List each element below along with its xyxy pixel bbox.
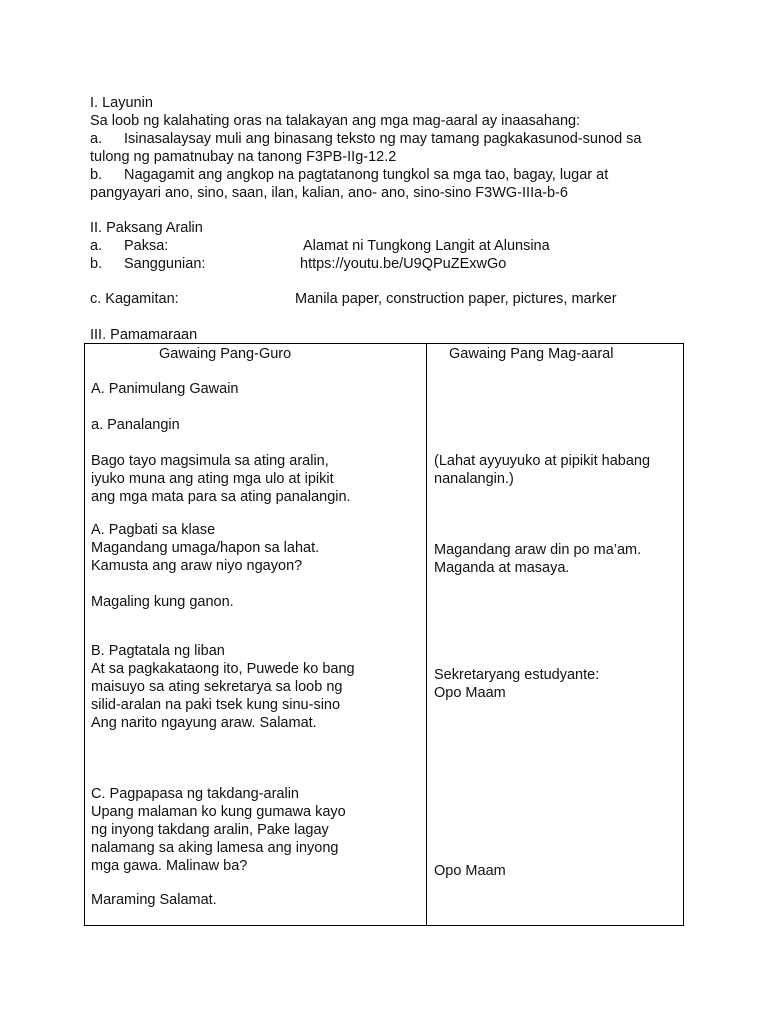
pagbati-title: A. Pagbati sa klase: [91, 522, 216, 538]
panimulang-gawain: A. Panimulang Gawain: [91, 381, 239, 397]
magaaral-sekretarya-line1: Sekretaryang estudyante:: [434, 667, 600, 683]
header-gawaing-pang-guro: Gawaing Pang-Guro: [159, 346, 292, 362]
pagtatala-line4: Ang narito ngayung araw. Salamat.: [91, 715, 317, 731]
pagbati-line1: Magandang umaga/hapon sa lahat.: [91, 540, 320, 556]
panalangin-title: a. Panalangin: [91, 417, 180, 433]
sanggunian-label: Sanggunian:: [124, 256, 206, 272]
column-divider: [426, 344, 427, 925]
pagtatala-title: B. Pagtatala ng liban: [91, 643, 225, 659]
procedure-table: [84, 343, 684, 926]
header-gawaing-pang-magaaral: Gawaing Pang Mag-aaral: [449, 346, 614, 362]
takdang-line1: Upang malaman ko kung gumawa kayo: [91, 804, 346, 820]
objective-a-line2: tulong ng pamatnubay na tanong F3PB-IIg-12.2: [90, 149, 397, 165]
pagtatala-line2: maisuyo sa ating sekretarya sa loob ng: [91, 679, 343, 695]
panalangin-line3: ang mga mata para sa ating panalangin.: [91, 489, 351, 505]
panalangin-line2: iyuko muna ang ating mga ulo at ipikit: [91, 471, 334, 487]
layunin-title: I. Layunin: [90, 95, 153, 111]
paksa-label: Paksa:: [124, 238, 169, 254]
objective-b-marker: b.: [90, 167, 103, 183]
panalangin-line1: Bago tayo magsimula sa ating aralin,: [91, 453, 329, 469]
objective-b-line1: Nagagamit ang angkop na pagtatanong tungkol sa mga tao, bagay, lugar at: [124, 167, 609, 183]
pagbati-line2: Kamusta ang araw niyo ngayon?: [91, 558, 303, 574]
paksa-marker: a.: [90, 238, 103, 254]
pagtatala-line3: silid-aralan na paki tsek kung sinu-sino: [91, 697, 341, 713]
objective-a-marker: a.: [90, 131, 103, 147]
pamamaraan-title: III. Pamamaraan: [90, 327, 198, 343]
magaaral-sekretarya-line2: Opo Maam: [434, 685, 506, 701]
magaling-text: Magaling kung ganon.: [91, 594, 234, 610]
paksang-aralin-title: II. Paksang Aralin: [90, 220, 203, 236]
sanggunian-link[interactable]: https://youtu.be/U9QPuZExwGo: [300, 256, 507, 272]
magaaral-panalangin-line2: nanalangin.): [434, 471, 514, 487]
takdang-line2: ng inyong takdang aralin, Pake lagay: [91, 822, 329, 838]
magaaral-panalangin-line1: (Lahat ayyuyuko at pipikit habang: [434, 453, 651, 469]
objective-b-line2: pangyayari ano, sino, saan, ilan, kalian, ano- ano, sino-sino F3WG-IIIa-b-6: [90, 185, 568, 201]
magaaral-takdang-reply: Opo Maam: [434, 863, 506, 879]
kagamitan-value: Manila paper, construction paper, pictures, marker: [295, 291, 617, 307]
magaaral-pagbati-line1: Magandang araw din po ma’am.: [434, 542, 642, 558]
pagtatala-line1: At sa pagkakataong ito, Puwede ko bang: [91, 661, 355, 677]
paksa-value: Alamat ni Tungkong Langit at Alunsina: [303, 238, 550, 254]
takdang-title: C. Pagpapasa ng takdang-aralin: [91, 786, 299, 802]
kagamitan-label: c. Kagamitan:: [90, 291, 179, 307]
takdang-line4: mga gawa. Malinaw ba?: [91, 858, 248, 874]
objective-a-line1: Isinasalaysay muli ang binasang teksto ng may tamang pagkakasunod-sunod sa: [124, 131, 642, 147]
takdang-line3: nalamang sa aking lamesa ang inyong: [91, 840, 339, 856]
sanggunian-marker: b.: [90, 256, 103, 272]
magaaral-pagbati-line2: Maganda at masaya.: [434, 560, 570, 576]
layunin-intro: Sa loob ng kalahating oras na talakayan ang mga mag-aaral ay inaasahang:: [90, 113, 581, 129]
maraming-salamat: Maraming Salamat.: [91, 892, 217, 908]
